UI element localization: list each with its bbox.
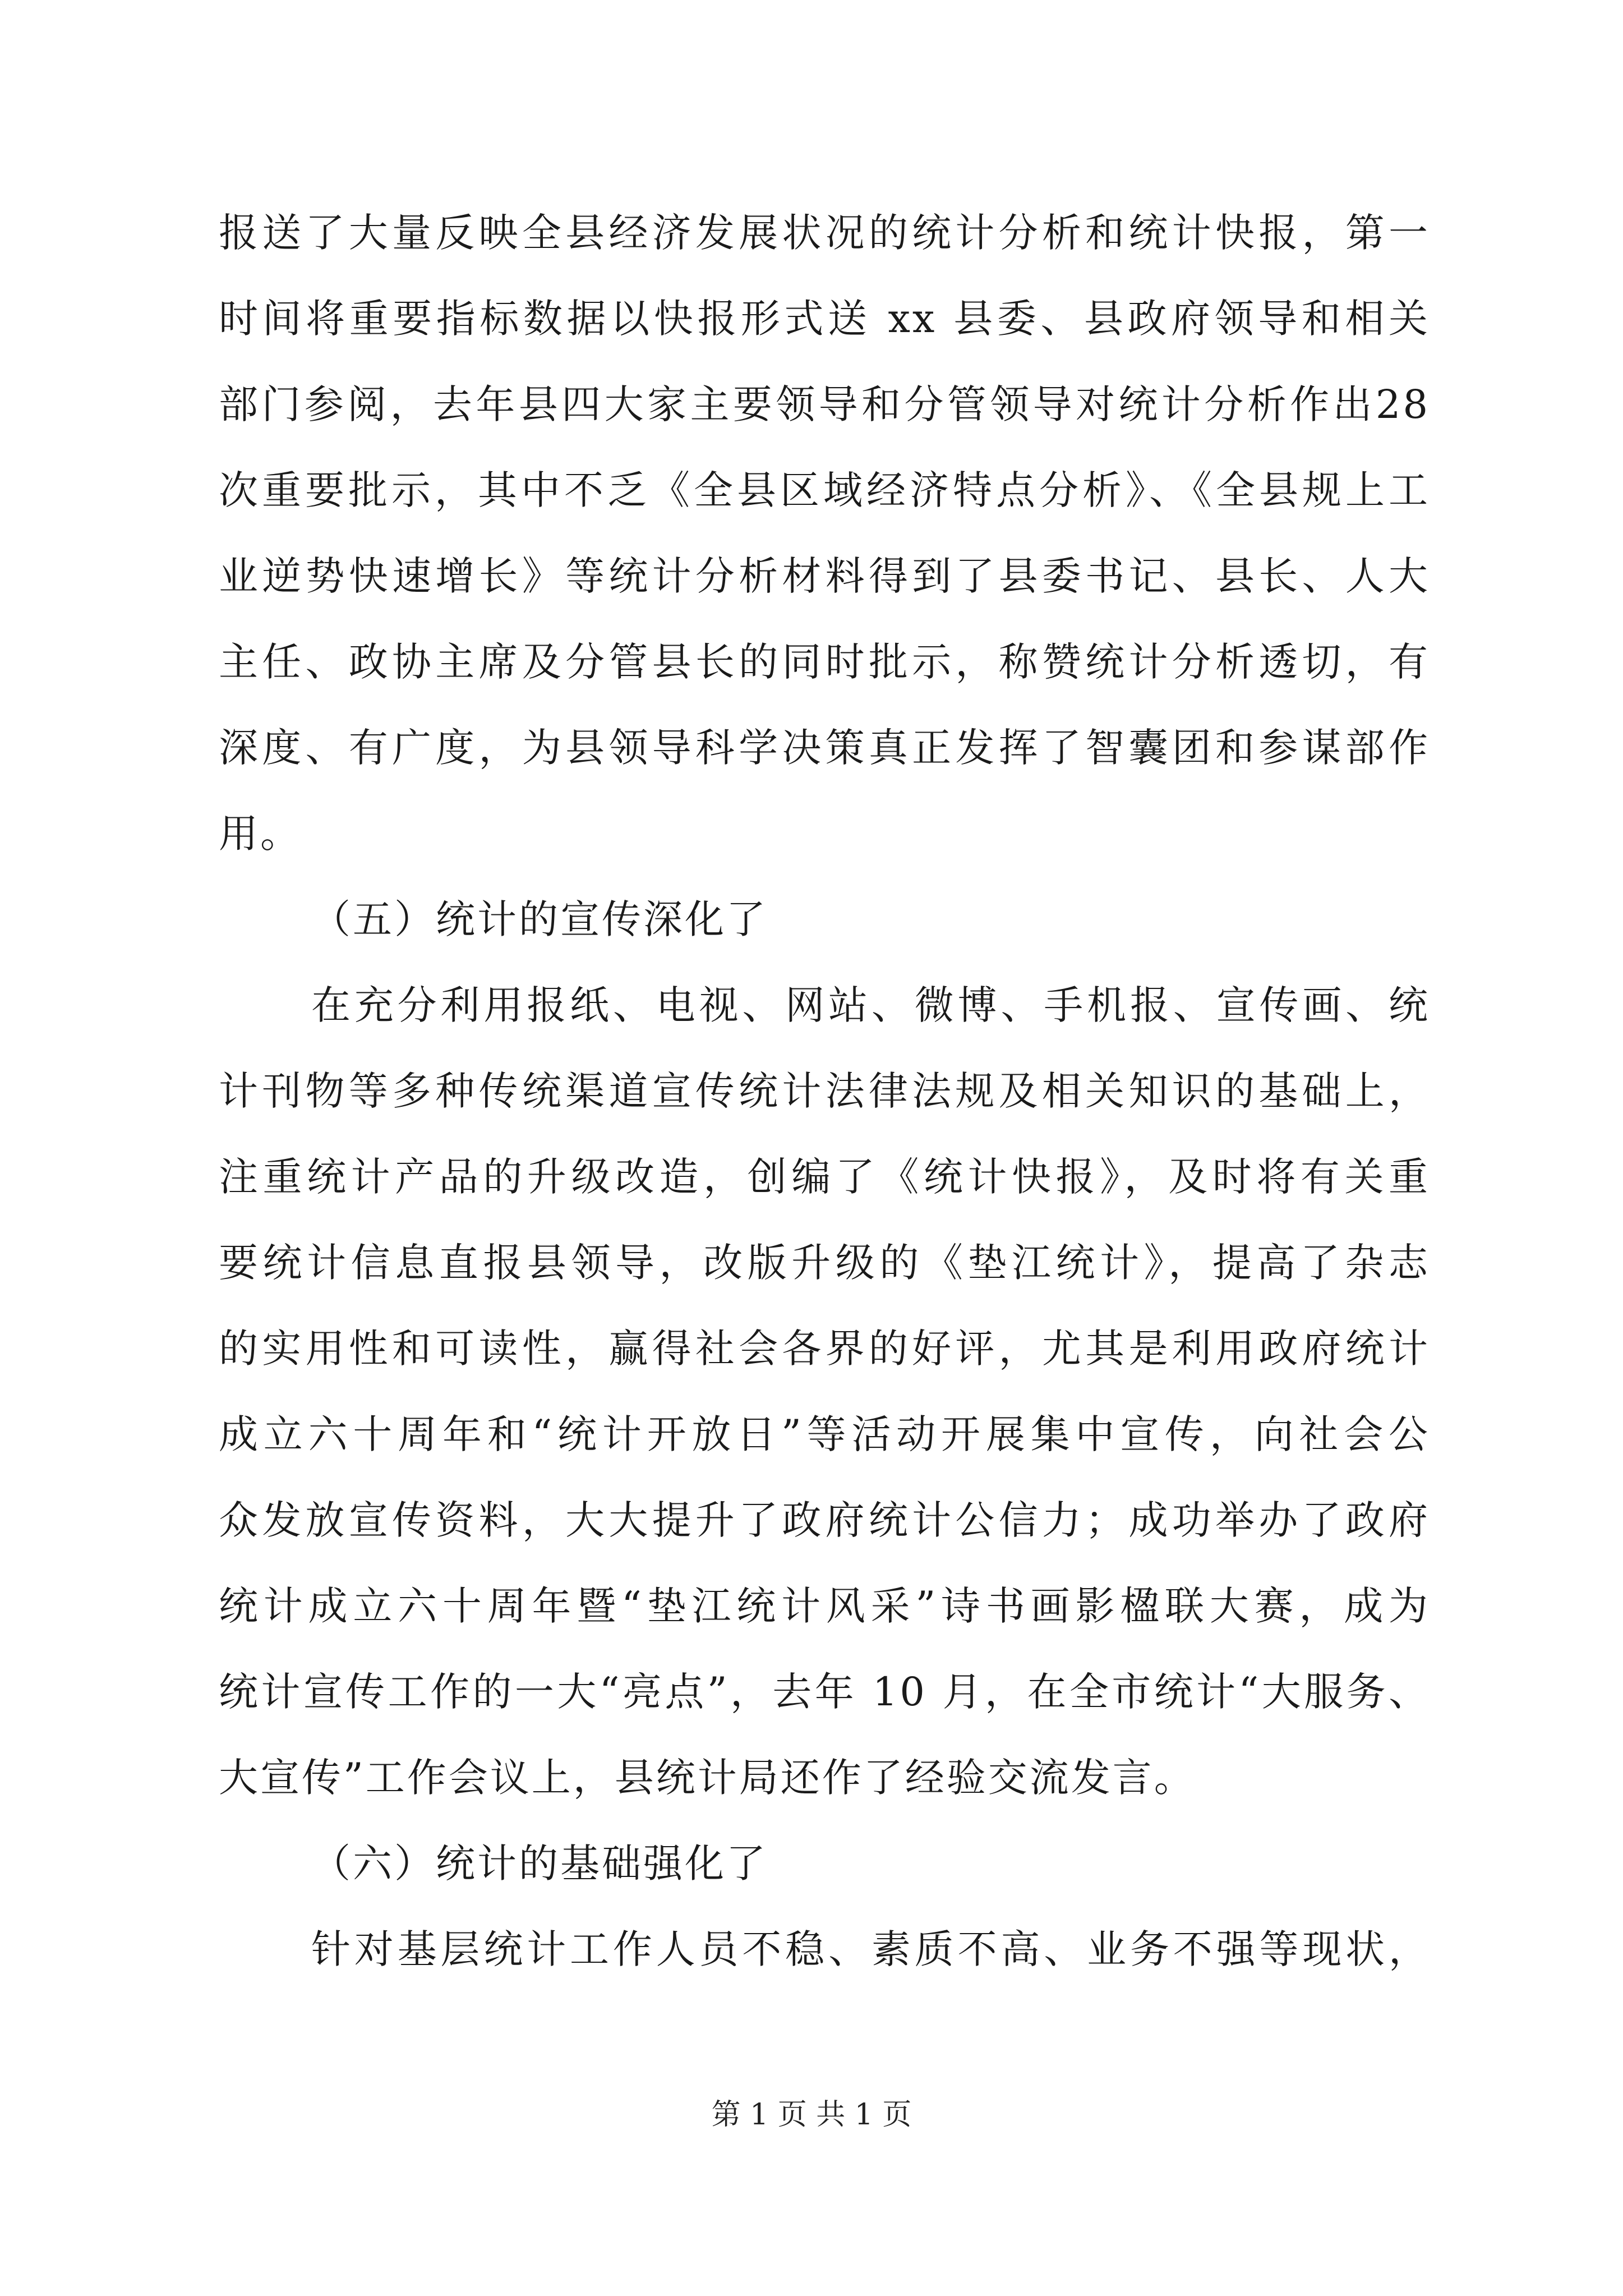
paragraph-line: 要统计信息直报县领导，改版升级的《垫江统计》，提高了杂志 (219, 1240, 1430, 1286)
section-heading: （六）统计的基础强化了 (311, 1841, 768, 1887)
paragraph-line: 在充分利用报纸、电视、网站、微博、手机报、宣传画、统 (311, 982, 1430, 1028)
paragraph-line: 次重要批示，其中不乏《全县区域经济特点分析》、《全县规上工 (219, 467, 1430, 513)
paragraph-line: 计刊物等多种传统渠道宣传统计法律法规及相关知识的基础上， (219, 1068, 1430, 1114)
section-heading: （五）统计的宣传深化了 (311, 896, 768, 942)
paragraph-line: 众发放宣传资料，大大提升了政府统计公信力；成功举办了政府 (219, 1497, 1430, 1543)
paragraph-line: 时间将重要指标数据以快报形式送 xx 县委、县政府领导和相关 (219, 296, 1430, 342)
paragraph-line: 用。 (219, 811, 302, 857)
paragraph-line: 业逆势快速增长》等统计分析材料得到了县委书记、县长、人大 (219, 553, 1430, 599)
page-footer: 第 1 页 共 1 页 (711, 2098, 912, 2132)
paragraph-line: 大宣传”工作会议上，县统计局还作了经验交流发言。 (219, 1755, 1196, 1801)
paragraph-line: 成立六十周年和“统计开放日”等活动开展集中宣传，向社会公 (219, 1411, 1430, 1457)
paragraph-line: 统计宣传工作的一大“亮点”，去年 10 月，在全市统计“大服务、 (219, 1669, 1430, 1715)
paragraph-line: 深度、有广度，为县领导科学决策真正发挥了智囊团和参谋部作 (219, 725, 1430, 771)
paragraph-line: 报送了大量反映全县经济发展状况的统计分析和统计快报，第一 (219, 210, 1430, 256)
paragraph-line: 针对基层统计工作人员不稳、素质不高、业务不强等现状， (311, 1926, 1430, 1972)
paragraph-line: 注重统计产品的升级改造，创编了《统计快报》，及时将有关重 (219, 1154, 1430, 1200)
paragraph-line: 主任、政协主席及分管县长的同时批示，称赞统计分析透切，有 (219, 639, 1430, 685)
paragraph-line: 部门参阅，去年县四大家主要领导和分管领导对统计分析作出28 (219, 381, 1430, 427)
paragraph-line: 统计成立六十周年暨“垫江统计风采”诗书画影楹联大赛，成为 (219, 1583, 1430, 1629)
paragraph-line: 的实用性和可读性，赢得社会各界的好评，尤其是利用政府统计 (219, 1326, 1430, 1372)
